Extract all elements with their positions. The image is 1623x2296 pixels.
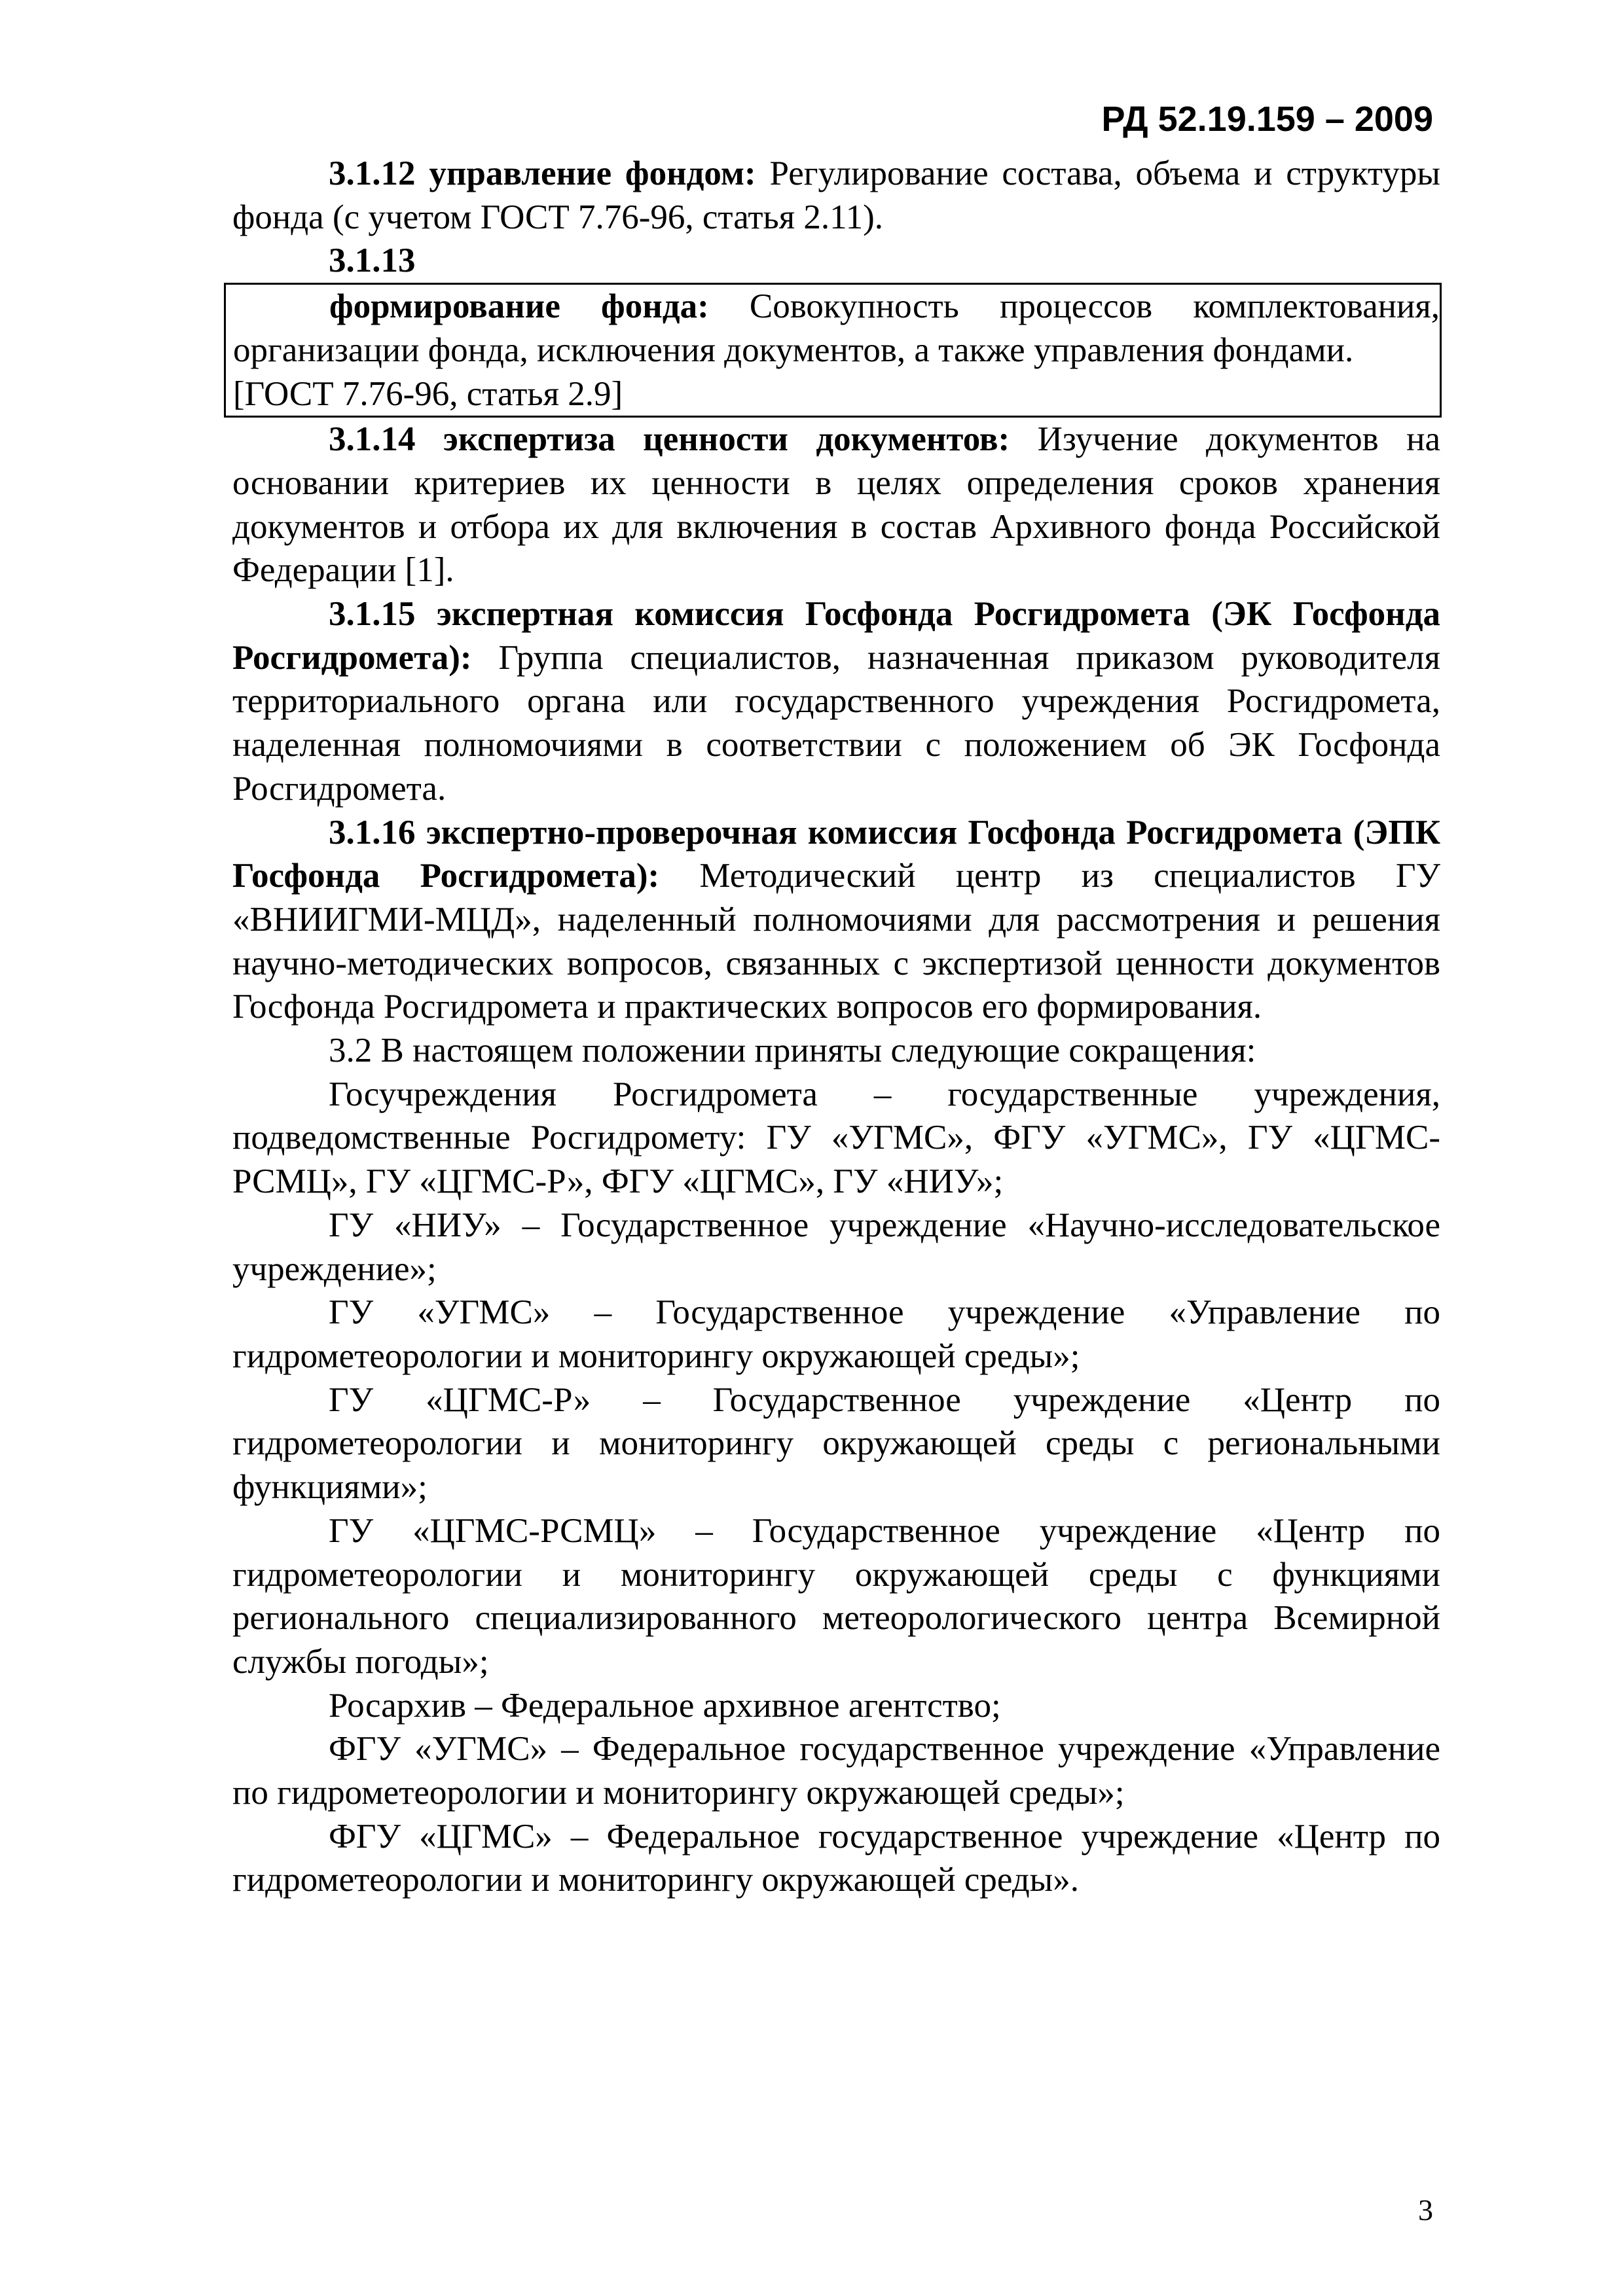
document-code: РД 52.19.159 – 2009 xyxy=(1101,99,1433,139)
abbreviation-item: Росархив – Федеральное архивное агентство; xyxy=(329,1686,1001,1725)
page-content xyxy=(232,152,1440,1902)
definition-3-1-14 xyxy=(232,418,1440,592)
definition-3-1-12 xyxy=(232,152,1440,239)
term-definition: Изучение документов на основании критериев их ценности в целях определения сроков хранения документов и отбора их для включения в состав Архивного фонда Российской Федерации [1]. xyxy=(232,420,1440,590)
abbreviation-item: ГУ «ЦГМС-РСМЦ» – Государственное учреждение «Центр по гидрометеорологии и мониторингу окружающей среды с функциями регионального специализированного метеорологического центра Всемирной службы погоды»; xyxy=(232,1511,1440,1681)
term-number: 3.1.14 xyxy=(329,420,416,459)
term-name: экспертиза ценности документов: xyxy=(443,420,1010,459)
abbreviation-item: ФГУ «УГМС» – Федеральное государственное учреждение «Управление по гидрометеорологии и мониторингу окружающей среды»; xyxy=(232,1730,1440,1812)
term-definition: Группа специалистов, назначенная приказом руководителя территориального органа или государственного учреждения Росгидромета, наделенная полномочиями в соответствии с положением об ЭК Госфонда Росгидромета. xyxy=(232,638,1440,808)
term-number: 3.1.15 xyxy=(329,595,416,634)
term-number: 3.1.12 xyxy=(329,154,416,192)
abbreviation-item: ГУ «ЦГМС-Р» – Государственное учреждение «Центр по гидрометеорологии и мониторингу окружающей среды с региональными функциями»; xyxy=(232,1380,1440,1507)
term-definition: Регулирование состава, объема и структуры фонда (с учетом ГОСТ 7.76-96, статья 2.11). xyxy=(232,154,1440,236)
term-name: экспертная комиссия Госфонда Росгидромета (ЭК Госфонда Росгидромета): xyxy=(232,595,1440,677)
abbreviation-item: ФГУ «ЦГМС» – Федеральное государственное учреждение «Центр по гидрометеорологии и мониторингу окружающей среды». xyxy=(232,1817,1440,1899)
boxed-definition xyxy=(224,283,1442,418)
term-definition: Методический центр из специалистов ГУ «ВНИИГМИ-МЦД», наделенный полномочиями для рассмотрения и решения научно-методических вопросов, связанных с экспертизой ценности документов Госфонда Росгидромета и практических вопросов его формирования. xyxy=(232,857,1440,1026)
term-number: 3.1.13 xyxy=(329,242,416,280)
definition-3-1-13 xyxy=(233,285,1440,372)
definition-3-1-13-number xyxy=(232,239,1440,283)
definition-3-1-16 xyxy=(232,811,1440,1030)
abbreviation-item: Госучреждения Росгидромета – государственные учреждения, подведомственные Росгидромету: ГУ «УГМС», ФГУ «УГМС», ГУ «ЦГМС-РСМЦ», ГУ «ЦГМС-Р», ФГУ «ЦГМС», ГУ «НИУ»; xyxy=(232,1075,1440,1201)
term-definition: Совокупность процессов комплектования, организации фонда, исключения документов, а также управления фондами. xyxy=(233,287,1440,369)
term-name: управление фондом: xyxy=(429,154,756,192)
abbreviations-intro: 3.2 В настоящем положении приняты следующие сокращения: xyxy=(329,1031,1256,1070)
source-reference: [ГОСТ 7.76-96, статья 2.9] xyxy=(233,374,623,413)
term-number: 3.1.16 xyxy=(329,813,416,852)
abbreviation-item: ГУ «НИУ» – Государственное учреждение «Научно-исследовательское учреждение»; xyxy=(232,1206,1440,1288)
abbreviation-item: ГУ «УГМС» – Государственное учреждение «Управление по гидрометеорологии и мониторингу окружающей среды»; xyxy=(232,1293,1440,1375)
page-number: 3 xyxy=(1418,2193,1433,2227)
definition-3-1-15 xyxy=(232,592,1440,811)
term-name: формирование фонда: xyxy=(329,287,709,326)
term-name: экспертно-проверочная комиссия Госфонда Росгидромета (ЭПК Госфонда Росгидромета): xyxy=(232,813,1440,895)
